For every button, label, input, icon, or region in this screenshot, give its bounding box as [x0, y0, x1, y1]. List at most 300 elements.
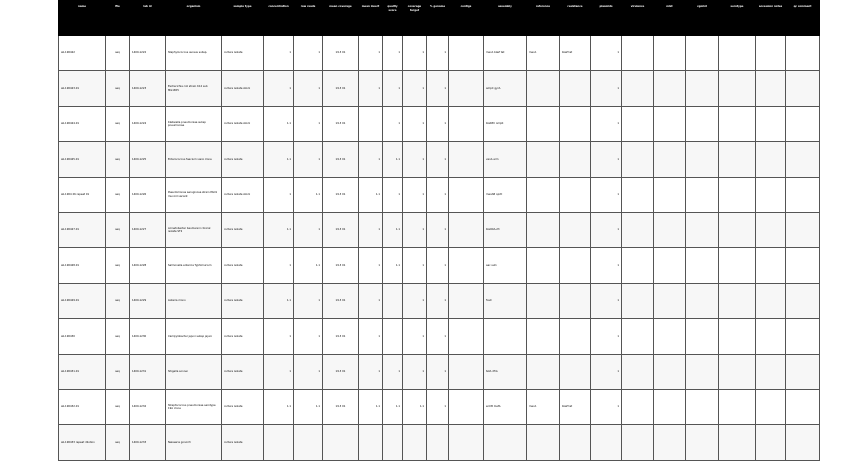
table-cell[interactable]: aac sul1: [484, 248, 527, 283]
table-cell[interactable]: 1.1: [383, 389, 403, 424]
table-cell[interactable]: 1.1: [359, 389, 383, 424]
table-cell[interactable]: 1: [403, 71, 427, 106]
table-cell[interactable]: [756, 319, 786, 354]
column-header[interactable]: serotype: [719, 1, 756, 36]
table-cell[interactable]: [719, 389, 756, 424]
table-row[interactable]: [59, 319, 820, 354]
table-cell[interactable]: [686, 142, 719, 177]
table-cell[interactable]: seq: [106, 106, 130, 141]
column-header[interactable]: contigs: [449, 1, 484, 36]
table-cell[interactable]: 1400-1229: [130, 283, 166, 318]
table-cell[interactable]: 1: [591, 319, 622, 354]
table-cell[interactable]: 1: [403, 319, 427, 354]
table-cell[interactable]: [484, 319, 527, 354]
table-cell[interactable]: 1: [383, 354, 403, 389]
table-cell[interactable]: [686, 177, 719, 212]
table-cell[interactable]: culture isolate: [222, 212, 264, 247]
table-row[interactable]: [59, 248, 820, 283]
table-cell[interactable]: 1: [403, 283, 427, 318]
table-cell[interactable]: seq: [106, 212, 130, 247]
table-cell[interactable]: 1: [383, 106, 403, 141]
table-cell[interactable]: [560, 248, 591, 283]
table-cell[interactable]: [449, 142, 484, 177]
column-header[interactable]: plasmids: [591, 1, 622, 36]
table-cell[interactable]: blaZ tet: [560, 36, 591, 71]
table-cell[interactable]: 1: [264, 248, 294, 283]
table-cell[interactable]: [686, 283, 719, 318]
table-cell[interactable]: [383, 283, 403, 318]
table-cell[interactable]: seq: [106, 142, 130, 177]
table-cell[interactable]: 1.1: [294, 248, 323, 283]
table-cell[interactable]: 1.1: [383, 248, 403, 283]
table-cell[interactable]: 1400-1228: [130, 248, 166, 283]
table-cell[interactable]: 1: [359, 142, 383, 177]
table-cell[interactable]: Acinetobacter baumannii clinical isolate ST2: [166, 212, 222, 247]
table-cell[interactable]: 1.1: [264, 389, 294, 424]
table-cell[interactable]: 1: [591, 389, 622, 424]
table-cell[interactable]: 1.1: [383, 212, 403, 247]
table-cell[interactable]: [786, 389, 820, 424]
table-cell[interactable]: [654, 106, 686, 141]
table-cell[interactable]: [756, 71, 786, 106]
table-cell[interactable]: [527, 354, 560, 389]
table-cell[interactable]: seq: [106, 425, 130, 460]
table-cell[interactable]: 1: [591, 177, 622, 212]
column-header[interactable]: reference: [527, 1, 560, 36]
table-cell[interactable]: [591, 425, 622, 460]
table-cell[interactable]: 1: [359, 283, 383, 318]
table-cell[interactable]: mecA: [527, 36, 560, 71]
table-cell[interactable]: ab.190430: [59, 319, 106, 354]
table-cell[interactable]: 1.1: [264, 212, 294, 247]
table-cell[interactable]: 1: [264, 177, 294, 212]
table-cell[interactable]: 1400-1225: [130, 142, 166, 177]
table-cell[interactable]: [786, 142, 820, 177]
table-cell[interactable]: [264, 425, 294, 460]
table-cell[interactable]: 1.1: [294, 177, 323, 212]
table-cell[interactable]: [686, 106, 719, 141]
table-cell[interactable]: [654, 142, 686, 177]
table-cell[interactable]: [449, 177, 484, 212]
table-cell[interactable]: ab.190423.01: [59, 71, 106, 106]
table-cell[interactable]: 1: [427, 319, 449, 354]
table-cell[interactable]: [786, 71, 820, 106]
table-cell[interactable]: [719, 425, 756, 460]
table-cell[interactable]: [622, 319, 654, 354]
table-cell[interactable]: [786, 106, 820, 141]
table-cell[interactable]: [622, 71, 654, 106]
table-cell[interactable]: 1: [359, 71, 383, 106]
table-cell[interactable]: 1: [591, 212, 622, 247]
table-cell[interactable]: 1400-1227: [130, 212, 166, 247]
table-cell[interactable]: 1400-1226: [130, 177, 166, 212]
table-cell[interactable]: [756, 425, 786, 460]
table-cell[interactable]: [560, 142, 591, 177]
table-row[interactable]: [59, 425, 820, 460]
table-cell[interactable]: [786, 212, 820, 247]
table-cell[interactable]: ab.190431.01: [59, 354, 106, 389]
table-row[interactable]: [59, 212, 820, 247]
table-cell[interactable]: Listeria mono: [166, 283, 222, 318]
table-cell[interactable]: [756, 212, 786, 247]
table-cell[interactable]: 1: [403, 248, 427, 283]
table-cell[interactable]: culture isolate: [222, 36, 264, 71]
table-cell[interactable]: [449, 389, 484, 424]
table-cell[interactable]: 1: [427, 354, 449, 389]
table-cell[interactable]: [560, 319, 591, 354]
table-cell[interactable]: 1: [359, 319, 383, 354]
table-cell[interactable]: Campylobacter jejuni subsp jejuni: [166, 319, 222, 354]
table-cell[interactable]: [686, 36, 719, 71]
table-cell[interactable]: 1: [427, 142, 449, 177]
column-header[interactable]: coverage target: [403, 1, 427, 36]
table-cell[interactable]: 1: [359, 36, 383, 71]
table-cell[interactable]: 1400-1233: [130, 425, 166, 460]
table-cell[interactable]: Staphylococcus aureus subsp.: [166, 36, 222, 71]
column-header[interactable]: name: [59, 1, 106, 36]
table-cell[interactable]: vanA erm: [484, 142, 527, 177]
table-cell[interactable]: 1: [294, 106, 323, 141]
table-cell[interactable]: 1400-1232: [130, 389, 166, 424]
table-cell[interactable]: 1: [403, 36, 427, 71]
table-cell[interactable]: [359, 106, 383, 141]
table-cell[interactable]: 1.1: [359, 177, 383, 212]
table-cell[interactable]: [560, 425, 591, 460]
table-cell[interactable]: [654, 425, 686, 460]
table-cell[interactable]: 1: [383, 71, 403, 106]
table-cell[interactable]: 1: [427, 212, 449, 247]
table-cell[interactable]: 1: [591, 142, 622, 177]
table-cell[interactable]: [654, 319, 686, 354]
table-cell[interactable]: [719, 106, 756, 141]
table-cell[interactable]: [527, 106, 560, 141]
table-cell[interactable]: 19.3 01: [323, 354, 359, 389]
table-cell[interactable]: 19.3 01: [323, 177, 359, 212]
table-cell[interactable]: 19.3 01: [323, 106, 359, 141]
table-cell[interactable]: ampC gyrA: [484, 71, 527, 106]
table-row[interactable]: [59, 106, 820, 141]
table-cell[interactable]: [654, 212, 686, 247]
table-cell[interactable]: [622, 36, 654, 71]
table-cell[interactable]: [383, 319, 403, 354]
table-cell[interactable]: [686, 354, 719, 389]
table-cell[interactable]: [719, 319, 756, 354]
table-cell[interactable]: [719, 142, 756, 177]
table-cell[interactable]: tetA dfrA: [484, 354, 527, 389]
table-cell[interactable]: [449, 71, 484, 106]
table-cell[interactable]: 1: [359, 248, 383, 283]
table-cell[interactable]: Neisseria gonorrh: [166, 425, 222, 460]
table-cell[interactable]: 1: [264, 319, 294, 354]
table-cell[interactable]: seq: [106, 354, 130, 389]
table-row[interactable]: [59, 283, 820, 318]
table-cell[interactable]: mecA blaZ tet: [484, 36, 527, 71]
table-cell[interactable]: culture isolate: [222, 354, 264, 389]
table-cell[interactable]: [756, 142, 786, 177]
table-cell[interactable]: [527, 283, 560, 318]
table-cell[interactable]: [449, 36, 484, 71]
table-cell[interactable]: 1.1: [264, 106, 294, 141]
table-cell[interactable]: [786, 354, 820, 389]
table-cell[interactable]: 1: [294, 212, 323, 247]
table-cell[interactable]: [719, 71, 756, 106]
column-header[interactable]: resistance: [560, 1, 591, 36]
table-cell[interactable]: 19.3 01: [323, 248, 359, 283]
table-cell[interactable]: 19.3 01: [323, 36, 359, 71]
table-cell[interactable]: [383, 425, 403, 460]
table-cell[interactable]: 1.1: [383, 142, 403, 177]
table-cell[interactable]: 1: [383, 36, 403, 71]
table-cell[interactable]: [449, 319, 484, 354]
table-cell[interactable]: [686, 248, 719, 283]
table-cell[interactable]: 19.3 01: [323, 212, 359, 247]
table-cell[interactable]: 1: [591, 106, 622, 141]
table-cell[interactable]: 1: [294, 354, 323, 389]
column-header[interactable]: % genome: [427, 1, 449, 36]
table-cell[interactable]: [719, 283, 756, 318]
table-cell[interactable]: blaKPC ompK: [484, 106, 527, 141]
table-cell[interactable]: [484, 425, 527, 460]
table-cell[interactable]: [654, 177, 686, 212]
table-cell[interactable]: [560, 354, 591, 389]
table-cell[interactable]: 1: [427, 71, 449, 106]
table-cell[interactable]: [719, 248, 756, 283]
table-cell[interactable]: [449, 106, 484, 141]
table-cell[interactable]: 1: [359, 354, 383, 389]
table-cell[interactable]: [756, 283, 786, 318]
table-cell[interactable]: [449, 283, 484, 318]
table-cell[interactable]: [756, 354, 786, 389]
table-cell[interactable]: 1.1: [294, 389, 323, 424]
table-cell[interactable]: 1: [427, 177, 449, 212]
table-cell[interactable]: [786, 36, 820, 71]
table-cell[interactable]: mecA: [527, 389, 560, 424]
table-cell[interactable]: [403, 425, 427, 460]
table-cell[interactable]: [686, 71, 719, 106]
table-cell[interactable]: Shigella sonnei: [166, 354, 222, 389]
table-cell[interactable]: ab.1904 26 repeat 01: [59, 177, 106, 212]
table-cell[interactable]: 1400-1223: [130, 71, 166, 106]
table-cell[interactable]: culture isolate stock: [222, 106, 264, 141]
table-cell[interactable]: culture isolate: [222, 425, 264, 460]
table-cell[interactable]: [527, 425, 560, 460]
column-header[interactable]: raw reads: [294, 1, 323, 36]
table-cell[interactable]: [527, 177, 560, 212]
table-cell[interactable]: [323, 425, 359, 460]
table-cell[interactable]: [449, 248, 484, 283]
table-cell[interactable]: 1: [294, 71, 323, 106]
table-cell[interactable]: [527, 71, 560, 106]
table-cell[interactable]: culture isolate stock: [222, 177, 264, 212]
table-cell[interactable]: seq: [106, 248, 130, 283]
table-cell[interactable]: [654, 248, 686, 283]
column-header[interactable]: cgmlst: [686, 1, 719, 36]
table-cell[interactable]: 1: [403, 212, 427, 247]
table-cell[interactable]: culture isolate: [222, 319, 264, 354]
table-cell[interactable]: 1: [427, 106, 449, 141]
table-cell[interactable]: 1400-1230: [130, 319, 166, 354]
column-header[interactable]: virulence: [622, 1, 654, 36]
table-cell[interactable]: 19.3 01: [323, 71, 359, 106]
table-cell[interactable]: 19.3 01: [323, 142, 359, 177]
table-cell[interactable]: [622, 212, 654, 247]
table-cell[interactable]: [449, 212, 484, 247]
table-cell[interactable]: [654, 283, 686, 318]
table-cell[interactable]: [654, 354, 686, 389]
table-cell[interactable]: 1.1: [264, 142, 294, 177]
column-header[interactable]: sample type: [222, 1, 264, 36]
table-cell[interactable]: 1: [403, 177, 427, 212]
table-cell[interactable]: blaOXA-23: [484, 212, 527, 247]
table-cell[interactable]: [686, 319, 719, 354]
table-cell[interactable]: ab.190433 repeat dilution: [59, 425, 106, 460]
table-row[interactable]: [59, 71, 820, 106]
table-cell[interactable]: ab.190432.01: [59, 389, 106, 424]
table-cell[interactable]: [560, 212, 591, 247]
column-header[interactable]: concentration: [264, 1, 294, 36]
table-cell[interactable]: [786, 177, 820, 212]
table-cell[interactable]: 1: [264, 36, 294, 71]
table-cell[interactable]: 1: [591, 283, 622, 318]
table-cell[interactable]: [719, 177, 756, 212]
table-cell[interactable]: ermB mefA: [484, 389, 527, 424]
table-cell[interactable]: [622, 389, 654, 424]
table-cell[interactable]: seq: [106, 36, 130, 71]
table-cell[interactable]: [686, 425, 719, 460]
table-cell[interactable]: culture isolate stock: [222, 71, 264, 106]
column-header[interactable]: mean insert: [359, 1, 383, 36]
table-cell[interactable]: [654, 36, 686, 71]
table-cell[interactable]: [756, 389, 786, 424]
column-header[interactable]: organism: [166, 1, 222, 36]
table-cell[interactable]: [622, 354, 654, 389]
table-cell[interactable]: [786, 319, 820, 354]
table-cell[interactable]: [560, 71, 591, 106]
table-cell[interactable]: Salmonella enterica Typhimurium: [166, 248, 222, 283]
table-cell[interactable]: 1: [427, 36, 449, 71]
table-cell[interactable]: culture isolate: [222, 248, 264, 283]
table-cell[interactable]: [359, 425, 383, 460]
table-cell[interactable]: Streptococcus pneumoniae serotype 19A clone: [166, 389, 222, 424]
table-cell[interactable]: [622, 283, 654, 318]
table-cell[interactable]: 1: [359, 212, 383, 247]
table-cell[interactable]: fosX: [484, 283, 527, 318]
table-cell[interactable]: 19.3 01: [323, 319, 359, 354]
table-cell[interactable]: 1: [427, 283, 449, 318]
table-cell[interactable]: ab.190427.01: [59, 212, 106, 247]
table-cell[interactable]: 1: [591, 248, 622, 283]
table-row[interactable]: [59, 142, 820, 177]
table-cell[interactable]: mexAB oprD: [484, 177, 527, 212]
column-header[interactable]: accession notes: [756, 1, 786, 36]
column-header[interactable]: assembly: [484, 1, 527, 36]
table-cell[interactable]: [527, 212, 560, 247]
table-cell[interactable]: Enterococcus faecium vanA clone: [166, 142, 222, 177]
table-cell[interactable]: ab.190422: [59, 36, 106, 71]
column-header[interactable]: lab id: [130, 1, 166, 36]
table-cell[interactable]: [756, 248, 786, 283]
table-cell[interactable]: [427, 425, 449, 460]
table-cell[interactable]: 1: [591, 354, 622, 389]
column-header[interactable]: file: [106, 1, 130, 36]
table-row[interactable]: [59, 389, 820, 424]
table-cell[interactable]: 1: [264, 71, 294, 106]
table-cell[interactable]: [449, 425, 484, 460]
table-cell[interactable]: 1: [294, 142, 323, 177]
table-cell[interactable]: 1: [383, 177, 403, 212]
table-cell[interactable]: 1: [403, 106, 427, 141]
table-cell[interactable]: ab.190428.01: [59, 248, 106, 283]
table-cell[interactable]: [560, 283, 591, 318]
column-header[interactable]: mean coverage: [323, 1, 359, 36]
table-cell[interactable]: 19.3 01: [323, 389, 359, 424]
table-cell[interactable]: [294, 425, 323, 460]
table-row[interactable]: [59, 177, 820, 212]
table-cell[interactable]: 1: [294, 36, 323, 71]
column-header[interactable]: qc comment: [786, 1, 820, 36]
table-cell[interactable]: 1: [591, 71, 622, 106]
table-cell[interactable]: [527, 319, 560, 354]
table-row[interactable]: [59, 36, 820, 71]
table-cell[interactable]: [719, 354, 756, 389]
table-cell[interactable]: ab.190425.01: [59, 142, 106, 177]
table-cell[interactable]: [654, 71, 686, 106]
table-cell[interactable]: 1: [403, 354, 427, 389]
table-cell[interactable]: 1400-1231: [130, 354, 166, 389]
table-cell[interactable]: seq: [106, 319, 130, 354]
table-cell[interactable]: 1400-1224: [130, 106, 166, 141]
table-cell[interactable]: [622, 177, 654, 212]
table-cell[interactable]: [654, 389, 686, 424]
table-cell[interactable]: 1: [264, 354, 294, 389]
table-cell[interactable]: seq: [106, 389, 130, 424]
table-cell[interactable]: Klebsiella pneumoniae subsp pneumoniae: [166, 106, 222, 141]
table-cell[interactable]: [622, 106, 654, 141]
table-cell[interactable]: Pseudomonas aeruginosa strain PAO1 mucoid variant: [166, 177, 222, 212]
table-cell[interactable]: [527, 248, 560, 283]
table-cell[interactable]: 1: [294, 283, 323, 318]
table-cell[interactable]: [719, 212, 756, 247]
table-cell[interactable]: [786, 248, 820, 283]
table-cell[interactable]: 1: [427, 248, 449, 283]
table-cell[interactable]: ab.190424.01: [59, 106, 106, 141]
table-row[interactable]: [59, 354, 820, 389]
table-cell[interactable]: ab.190429.01: [59, 283, 106, 318]
table-cell[interactable]: 1: [427, 389, 449, 424]
column-header[interactable]: mlst: [654, 1, 686, 36]
column-header[interactable]: quality score: [383, 1, 403, 36]
table-cell[interactable]: 1.1: [264, 283, 294, 318]
table-cell[interactable]: [622, 142, 654, 177]
table-cell[interactable]: [786, 283, 820, 318]
table-cell[interactable]: [622, 248, 654, 283]
table-cell[interactable]: [756, 106, 786, 141]
table-cell[interactable]: culture isolate: [222, 142, 264, 177]
table-cell[interactable]: [756, 36, 786, 71]
table-cell[interactable]: 19.3 01: [323, 283, 359, 318]
table-cell[interactable]: seq: [106, 177, 130, 212]
table-cell[interactable]: [527, 142, 560, 177]
table-cell[interactable]: [719, 36, 756, 71]
table-cell[interactable]: [686, 212, 719, 247]
table-cell[interactable]: [560, 106, 591, 141]
table-cell[interactable]: 1: [294, 319, 323, 354]
table-cell[interactable]: [560, 177, 591, 212]
table-cell[interactable]: 1.1: [403, 389, 427, 424]
table-cell[interactable]: [686, 389, 719, 424]
table-cell[interactable]: Escherichia coli strain K12 sub MG1655: [166, 71, 222, 106]
table-cell[interactable]: [622, 425, 654, 460]
